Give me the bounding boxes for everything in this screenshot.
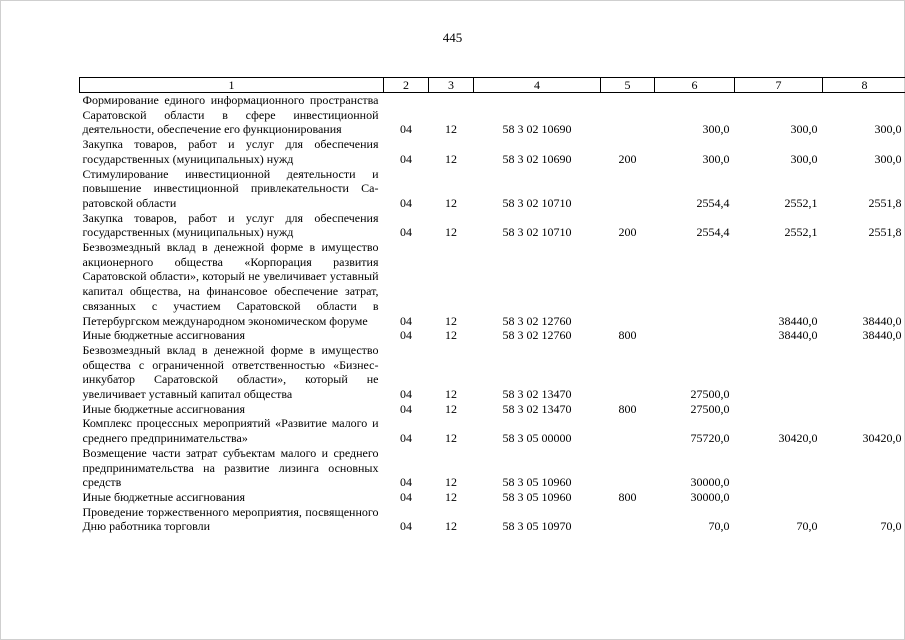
target-article: 58 3 02 10710 bbox=[502, 225, 572, 240]
ministry-code: 04 bbox=[400, 387, 412, 402]
expense-type bbox=[601, 416, 655, 445]
section-code: 12 bbox=[445, 489, 457, 504]
column-header: 5 bbox=[601, 78, 655, 93]
column-header: 4 bbox=[474, 78, 601, 93]
column-header: 7 bbox=[735, 78, 823, 93]
target-article: 58 3 02 13470 bbox=[502, 387, 572, 402]
section-code: 12 bbox=[445, 313, 457, 328]
row-name: Закупка товаров, работ и услуг для обеспечения государственных (муниципальных) нужд bbox=[82, 137, 379, 166]
amount-year-2 bbox=[735, 446, 823, 490]
amount-year-1: 70,0 bbox=[708, 519, 730, 534]
amount-year-3 bbox=[823, 402, 905, 417]
section-code: 12 bbox=[445, 195, 457, 210]
amount-year-2: 38440,0 bbox=[778, 328, 818, 343]
table-row bbox=[80, 328, 905, 343]
row-name: Иные бюджетные ассигнования bbox=[82, 328, 245, 343]
amount-year-1: 2554,4 bbox=[696, 225, 730, 240]
section-code: 12 bbox=[445, 151, 457, 166]
table-row bbox=[80, 446, 905, 490]
target-article: 58 3 02 13470 bbox=[502, 401, 572, 416]
row-name: Формирование единого информационного пространства Саратовской области в сфере инвестиционной деятельности, обеспечение его функционирования bbox=[82, 93, 379, 137]
amount-year-3: 2551,8 bbox=[868, 195, 902, 210]
amount-year-3 bbox=[823, 343, 905, 402]
amount-year-1 bbox=[655, 328, 735, 343]
ministry-code: 04 bbox=[400, 519, 412, 534]
expense-type bbox=[601, 505, 655, 534]
page-number: 445 bbox=[442, 30, 463, 45]
target-article: 58 3 05 10970 bbox=[502, 519, 572, 534]
section-code: 12 bbox=[445, 431, 457, 446]
expense-type bbox=[601, 240, 655, 328]
amount-year-2: 70,0 bbox=[796, 519, 818, 534]
amount-year-3: 2551,8 bbox=[868, 225, 902, 240]
section-code: 12 bbox=[445, 475, 457, 490]
table-row bbox=[80, 343, 905, 402]
section-code: 12 bbox=[445, 387, 457, 402]
amount-year-2 bbox=[735, 490, 823, 505]
expense-type: 800 bbox=[618, 401, 637, 416]
row-name: Безвозмездный вклад в денежной форме в имущество акционерного общества «Корпорация развития Саратовской области», который не увеличивает уставный капитал общества, на финансовое обеспечение затрат, связанных с участием Саратовской области в Петербургском международном экономическом форуме bbox=[82, 240, 379, 328]
expense-type: 800 bbox=[618, 328, 637, 343]
column-header: 3 bbox=[429, 78, 474, 93]
amount-year-3: 38440,0 bbox=[862, 313, 902, 328]
table-row bbox=[80, 490, 905, 505]
target-article: 58 3 02 12760 bbox=[502, 328, 572, 343]
column-header: 8 bbox=[823, 78, 905, 93]
amount-year-2: 300,0 bbox=[790, 122, 818, 137]
amount-year-1: 75720,0 bbox=[690, 431, 730, 446]
amount-year-1: 30000,0 bbox=[690, 475, 730, 490]
section-code: 12 bbox=[445, 225, 457, 240]
row-name: Комплекс процессных мероприятий «Развитие малого и среднего предпринимательства» bbox=[82, 416, 379, 446]
amount-year-2: 2552,1 bbox=[784, 225, 818, 240]
ministry-code: 04 bbox=[400, 328, 412, 343]
column-header: 2 bbox=[384, 78, 429, 93]
amount-year-3: 70,0 bbox=[880, 519, 902, 534]
table-row bbox=[80, 505, 905, 534]
target-article: 58 3 02 10690 bbox=[502, 151, 572, 166]
amount-year-2: 300,0 bbox=[790, 151, 818, 166]
amount-year-2 bbox=[735, 343, 823, 402]
table-body bbox=[80, 93, 905, 535]
section-code: 12 bbox=[445, 519, 457, 534]
table-row bbox=[80, 416, 905, 445]
amount-year-3: 38440,0 bbox=[862, 328, 902, 343]
target-article: 58 3 05 00000 bbox=[502, 431, 572, 446]
section-code: 12 bbox=[445, 122, 457, 137]
amount-year-2: 38440,0 bbox=[778, 313, 818, 328]
amount-year-2: 30420,0 bbox=[778, 431, 818, 446]
section-code: 12 bbox=[445, 328, 457, 343]
target-article: 58 3 05 10960 bbox=[502, 489, 572, 504]
table-row bbox=[80, 402, 905, 417]
amount-year-3 bbox=[823, 490, 905, 505]
expense-type bbox=[601, 343, 655, 402]
amount-year-3 bbox=[823, 446, 905, 490]
ministry-code: 04 bbox=[400, 122, 412, 137]
table-row bbox=[80, 167, 905, 211]
expense-type bbox=[601, 446, 655, 490]
table-row bbox=[80, 93, 905, 138]
amount-year-1: 27500,0 bbox=[690, 387, 730, 402]
amount-year-1: 300,0 bbox=[702, 151, 730, 166]
amount-year-1: 300,0 bbox=[702, 122, 730, 137]
amount-year-3: 300,0 bbox=[874, 151, 902, 166]
table-row bbox=[80, 211, 905, 240]
ministry-code: 04 bbox=[400, 313, 412, 328]
ministry-code: 04 bbox=[400, 151, 412, 166]
amount-year-3: 30420,0 bbox=[862, 431, 902, 446]
amount-year-3: 300,0 bbox=[874, 122, 902, 137]
row-name: Проведение торжественного мероприятия, посвященного Дню работника торговли bbox=[82, 504, 379, 534]
target-article: 58 3 02 10690 bbox=[502, 122, 572, 137]
ministry-code: 04 bbox=[400, 401, 412, 416]
expense-type: 200 bbox=[618, 225, 637, 240]
table-header-row bbox=[80, 78, 905, 93]
ministry-code: 04 bbox=[400, 225, 412, 240]
amount-year-1: 27500,0 bbox=[690, 401, 730, 416]
column-header: 6 bbox=[655, 78, 735, 93]
row-name: Закупка товаров, работ и услуг для обеспечения государственных (муниципальных) нужд bbox=[82, 210, 379, 240]
target-article: 58 3 02 12760 bbox=[502, 313, 572, 328]
row-name: Иные бюджетные ассигнования bbox=[82, 401, 245, 416]
section-code: 12 bbox=[445, 401, 457, 416]
row-name: Безвозмездный вклад в денежной форме в имущество общества с ограниченной ответственностью «Бизнес-инкубатор Саратовской области», который не увеличивает уставный капитал общества bbox=[82, 342, 379, 402]
column-header: 1 bbox=[80, 78, 384, 93]
expense-type bbox=[601, 93, 655, 138]
ministry-code: 04 bbox=[400, 195, 412, 210]
table-row bbox=[80, 240, 905, 328]
expense-type: 800 bbox=[618, 489, 637, 504]
table-row bbox=[80, 137, 905, 166]
ministry-code: 04 bbox=[400, 489, 412, 504]
ministry-code: 04 bbox=[400, 475, 412, 490]
target-article: 58 3 05 10960 bbox=[502, 475, 572, 490]
expense-type bbox=[601, 167, 655, 211]
expense-type: 200 bbox=[618, 151, 637, 166]
amount-year-1: 30000,0 bbox=[690, 489, 730, 504]
amount-year-1 bbox=[655, 240, 735, 328]
target-article: 58 3 02 10710 bbox=[502, 195, 572, 210]
amount-year-2: 2552,1 bbox=[784, 195, 818, 210]
budget-table bbox=[79, 77, 905, 534]
row-name: Иные бюджетные ассигнования bbox=[82, 489, 245, 504]
row-name: Возмещение части затрат субъектам малого и среднего предпринимательства на развитие лизинга основных средств bbox=[82, 445, 379, 490]
amount-year-2 bbox=[735, 402, 823, 417]
row-name: Стимулирование инвестиционной деятельности и повышение инвестиционной привлекательности Саратовской области bbox=[82, 166, 379, 210]
ministry-code: 04 bbox=[400, 431, 412, 446]
amount-year-1: 2554,4 bbox=[696, 195, 730, 210]
